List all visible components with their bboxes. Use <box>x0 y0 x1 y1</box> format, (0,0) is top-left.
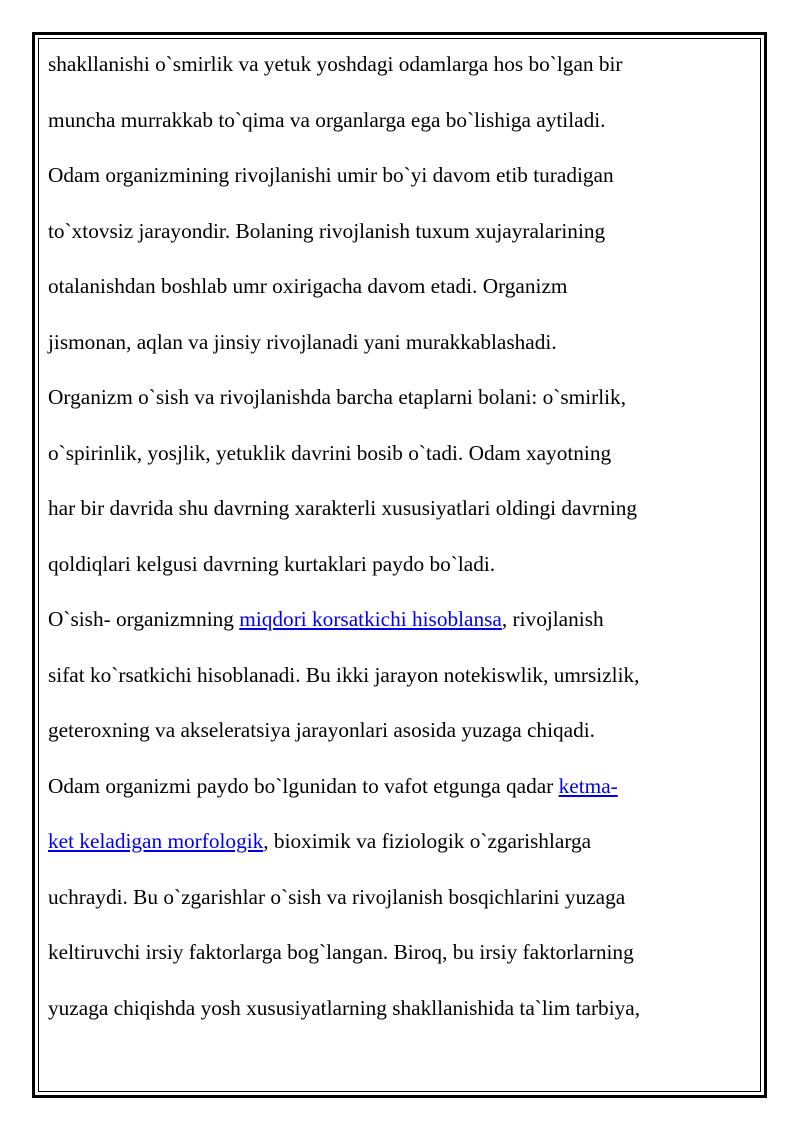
text-line-3: Odam organizmining rivojlanishi umir bo`yi davom etib turadigan <box>48 163 614 187</box>
link-ketma-ket-part2[interactable]: ket keladigan morfologik <box>48 829 264 853</box>
text-line-11 <box>48 605 604 633</box>
text-line-11-start: O`sish- organizmning <box>48 607 240 631</box>
link-ketma-ket-part1[interactable]: ketma- <box>558 774 618 798</box>
text-line-6: jismonan, aqlan va jinsiy rivojlanadi yani murakkablashadi. <box>48 330 557 354</box>
text-line-17: keltiruvchi irsiy faktorlarga bog`langan. Biroq, bu irsiy faktorlarning <box>48 940 634 964</box>
text-line-15 <box>48 827 591 855</box>
text-line-15-end: , bioximik va fiziologik o`zgarishlarga <box>263 829 592 853</box>
text-line-4: to`xtovsiz jarayondir. Bolaning rivojlanish tuxum xujayralarining <box>48 219 606 243</box>
text-line-14-start: Odam organizmi paydo bo`lgunidan to vafot etgunga qadar <box>48 774 559 798</box>
text-line-12: sifat ko`rsatkichi hisoblanadi. Bu ikki jarayon notekiswlik, umrsizlik, <box>48 663 640 687</box>
text-line-5: otalanishdan boshlab umr oxirigacha davom etadi. Organizm <box>48 274 568 298</box>
text-line-8: o`spirinlik, yosjlik, yetuklik davrini bosib o`tadi. Odam xayotning <box>48 441 612 465</box>
text-line-18: yuzaga chiqishda yosh xususiyatlarning shakllanishida ta`lim tarbiya, <box>48 996 641 1020</box>
link-miqdori-korsatkichi[interactable]: miqdori korsatkichi hisoblansa <box>239 607 502 631</box>
text-line-11-end: , rivojlanish <box>501 607 604 631</box>
text-line-7: Organizm o`sish va rivojlanishda barcha etaplarni bolani: o`smirlik, <box>48 385 627 409</box>
text-line-9: har bir davrida shu davrning xarakterli xususiyatlari oldingi davrning <box>48 496 638 520</box>
text-line-2: muncha murrakkab to`qima va organlarga ega bo`lishiga aytiladi. <box>48 108 606 132</box>
text-line-16: uchraydi. Bu o`zgarishlar o`sish va rivojlanish bosqichlarini yuzaga <box>48 885 626 909</box>
text-line-13: geteroxning va akseleratsiya jarayonlari asosida yuzaga chiqadi. <box>48 718 595 742</box>
text-line-1: shakllanishi o`smirlik va yetuk yoshdagi odamlarga hos bo`lgan bir <box>48 52 623 76</box>
text-line-10: qoldiqlari kelgusi davrning kurtaklari paydo bo`ladi. <box>48 552 496 576</box>
text-line-14 <box>48 772 618 800</box>
